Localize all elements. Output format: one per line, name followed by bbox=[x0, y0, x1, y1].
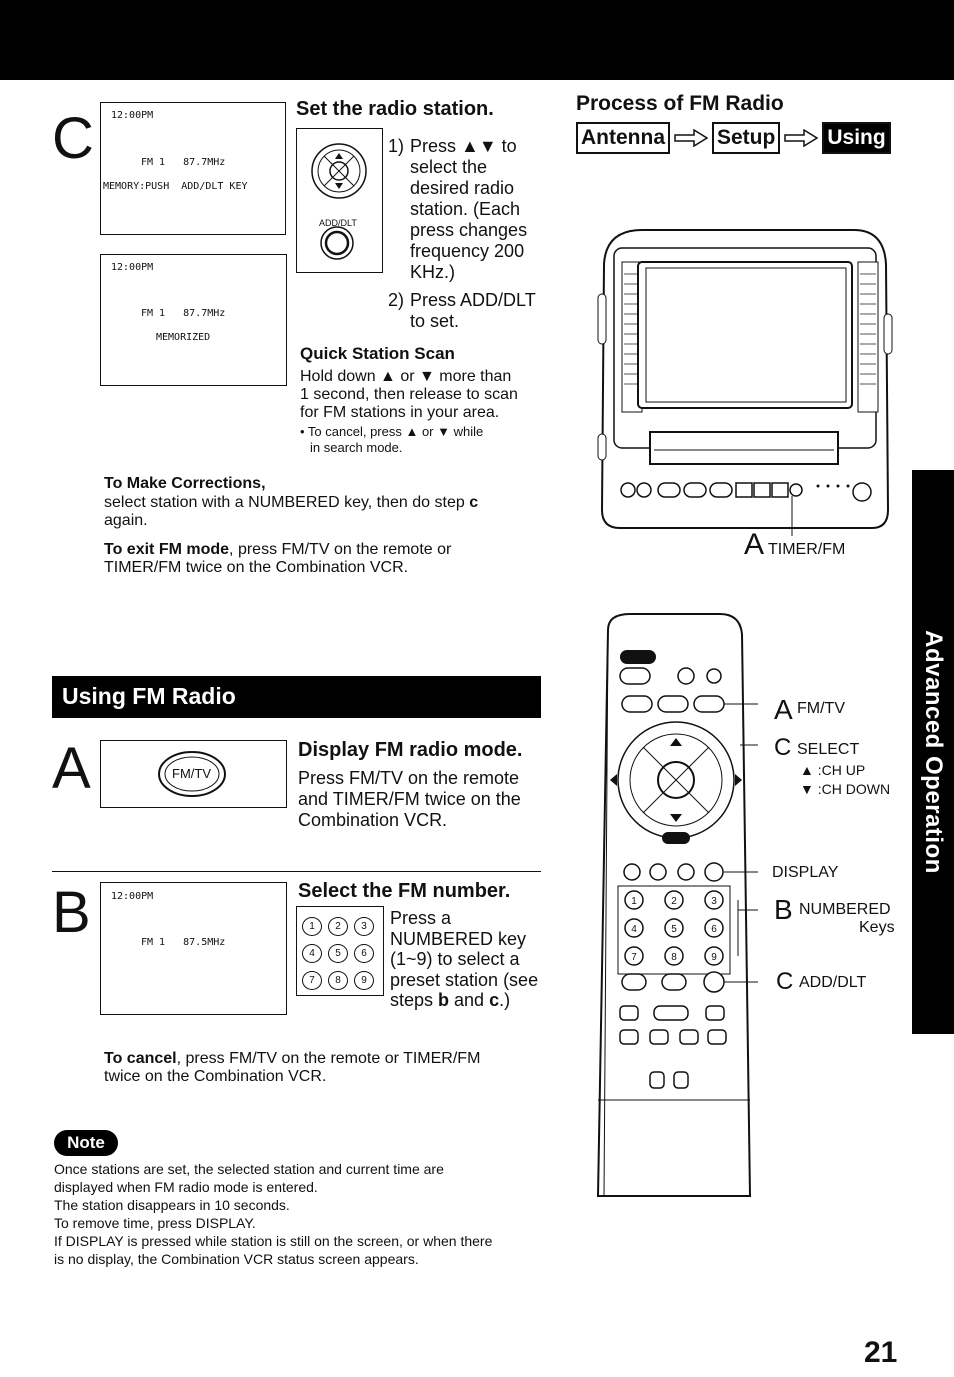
display-fm-text bbox=[298, 768, 548, 831]
timer-fm-letter: A bbox=[744, 528, 765, 561]
note-text bbox=[54, 1160, 554, 1268]
corrections-line: select station with a NUMBERED key, then do step bbox=[104, 494, 470, 511]
step-b-letter: B bbox=[52, 880, 91, 945]
svg-text:9: 9 bbox=[711, 952, 717, 963]
svg-text:5: 5 bbox=[671, 924, 677, 935]
svg-text:3: 3 bbox=[711, 896, 717, 907]
top-header-bar bbox=[0, 0, 954, 80]
lcd-message: MEMORY:PUSH ADD/DLT KEY bbox=[103, 181, 248, 192]
note-line: If DISPLAY is pressed while station is still on the screen, or when there bbox=[54, 1233, 493, 1249]
display-fm-line: and TIMER/FM twice on the bbox=[298, 789, 521, 809]
display-fm-line: Press FM/TV on the remote bbox=[298, 768, 520, 788]
step-c-letter: C bbox=[52, 106, 94, 171]
step1-line: select the bbox=[410, 157, 488, 177]
lcd-frequency: FM 1 87.7MHz bbox=[141, 308, 226, 319]
exit-fm-text bbox=[104, 541, 544, 577]
using-fm-radio-banner bbox=[52, 676, 541, 718]
svg-text:4: 4 bbox=[631, 924, 637, 935]
numbered-key: 2 bbox=[328, 917, 348, 936]
lcd-time: 12:00PM bbox=[111, 110, 154, 121]
numbered-key: 3 bbox=[354, 917, 374, 936]
lcd-screen-memory-push bbox=[100, 102, 286, 235]
remote-label-c-letter: C bbox=[774, 734, 792, 761]
lcd-screen-fm-number bbox=[100, 882, 287, 1015]
step1-line: desired radio bbox=[410, 178, 515, 198]
step1-line: frequency 200 bbox=[410, 241, 525, 261]
page-number: 21 bbox=[864, 1336, 898, 1369]
side-tab-label: Advanced Operation bbox=[920, 630, 947, 874]
process-title: Process of FM Radio bbox=[576, 92, 784, 115]
select-fm-line: Press a bbox=[390, 908, 452, 928]
process-step-using: Using bbox=[822, 122, 890, 154]
step-a-letter: A bbox=[52, 736, 91, 801]
lcd-time: 12:00PM bbox=[111, 262, 154, 273]
set-radio-heading: Set the radio station. bbox=[296, 98, 494, 120]
note-line: displayed when FM radio mode is entered. bbox=[54, 1179, 318, 1195]
fmtv-button-label: FM/TV bbox=[172, 766, 211, 781]
timer-fm-label: TIMER/FM bbox=[768, 541, 846, 558]
corrections-title: To Make Corrections, bbox=[104, 475, 266, 492]
select-fm-text bbox=[390, 908, 560, 1011]
step1-line: KHz.) bbox=[410, 262, 455, 282]
process-step-antenna: Antenna bbox=[576, 122, 670, 154]
corrections-text bbox=[104, 494, 544, 530]
step2-line: to set. bbox=[410, 311, 460, 331]
numbered-key: 7 bbox=[302, 971, 322, 990]
banner-title: Using FM Radio bbox=[62, 683, 236, 709]
note-line: The station disappears in 10 seconds. bbox=[54, 1197, 290, 1213]
select-fm-line: NUMBERED key bbox=[390, 928, 527, 949]
svg-text:7: 7 bbox=[631, 952, 637, 963]
numbered-key: 9 bbox=[354, 971, 374, 990]
remote-label-select: SELECT bbox=[797, 741, 860, 758]
remote-label-numbered: NUMBERED bbox=[799, 901, 891, 918]
quick-scan-note bbox=[300, 424, 550, 456]
note-line: is no display, the Combination VCR status screen appears. bbox=[54, 1251, 419, 1267]
button-illustration-panel bbox=[296, 128, 383, 273]
remote-label-b-letter: B bbox=[774, 894, 793, 925]
remote-label-ch-down: ▼ :CH DOWN bbox=[800, 781, 891, 797]
cancel-bold: To cancel bbox=[104, 1050, 177, 1067]
section-side-tab bbox=[912, 470, 954, 1034]
remote-label-a-letter: A bbox=[774, 694, 793, 725]
quick-scan-title: Quick Station Scan bbox=[300, 344, 455, 363]
select-fm-line: steps b and c.) bbox=[390, 990, 511, 1010]
numbered-key: 1 bbox=[302, 917, 322, 936]
process-step-setup: Setup bbox=[712, 122, 780, 154]
step1-text bbox=[410, 136, 560, 283]
exit-fm-bold: To exit FM mode bbox=[104, 541, 230, 558]
numbered-key: 5 bbox=[328, 944, 348, 963]
display-fm-line: Combination VCR. bbox=[298, 810, 448, 830]
svg-text:1: 1 bbox=[631, 896, 637, 907]
quick-scan-body bbox=[300, 368, 550, 422]
display-fm-heading: Display FM radio mode. bbox=[298, 739, 523, 761]
step2-text bbox=[410, 290, 560, 332]
exit-fm-line: TIMER/FM twice on the Combination VCR. bbox=[104, 559, 409, 576]
numbered-keys-grid bbox=[302, 917, 380, 990]
arrow-right-icon bbox=[784, 129, 818, 147]
quick-scan-line: 1 second, then release to scan bbox=[300, 386, 518, 403]
remote-label-fmtv: FM/TV bbox=[797, 700, 845, 717]
corrections-step-ref: c bbox=[469, 494, 479, 511]
fmtv-button-panel bbox=[100, 740, 287, 808]
section-divider bbox=[52, 871, 541, 872]
arrow-right-icon bbox=[674, 129, 708, 147]
svg-text:2: 2 bbox=[671, 896, 677, 907]
lcd-message: MEMORIZED bbox=[156, 332, 211, 343]
remote-label-add-dlt: ADD/DLT bbox=[799, 974, 867, 991]
lcd-time: 12:00PM bbox=[111, 891, 154, 902]
remote-label-keys: Keys bbox=[859, 919, 895, 936]
step1-line: Press ▲▼ to bbox=[410, 136, 517, 156]
remote-label-display: DISPLAY bbox=[772, 864, 839, 881]
cancel-line: , press FM/TV on the remote or TIMER/FM bbox=[176, 1050, 481, 1067]
tv-vcr-combination-illustration bbox=[592, 224, 902, 536]
numbered-key: 6 bbox=[354, 944, 374, 963]
step1-number: 1) bbox=[388, 136, 405, 156]
numbered-key: 8 bbox=[328, 971, 348, 990]
select-fm-heading: Select the FM number. bbox=[298, 880, 511, 902]
note-line: Once stations are set, the selected station and current time are bbox=[54, 1161, 444, 1177]
lcd-frequency: FM 1 87.7MHz bbox=[141, 157, 226, 168]
exit-fm-line: , press FM/TV on the remote or bbox=[229, 541, 452, 558]
step1-line: station. (Each bbox=[410, 199, 521, 219]
step2-line: Press ADD/DLT bbox=[410, 290, 536, 310]
cancel-line: twice on the Combination VCR. bbox=[104, 1068, 327, 1085]
lcd-frequency: FM 1 87.5MHz bbox=[141, 937, 226, 948]
step2-number: 2) bbox=[388, 290, 405, 310]
note-line: To remove time, press DISPLAY. bbox=[54, 1215, 256, 1231]
select-fm-line: (1~9) to select a bbox=[390, 949, 520, 969]
remote-control-illustration bbox=[590, 610, 760, 1205]
remote-label-ch-up: ▲ :CH UP bbox=[800, 762, 866, 778]
remote-label-c2-letter: C bbox=[776, 968, 794, 995]
quick-scan-note-line: • To cancel, press ▲ or ▼ while bbox=[300, 424, 484, 439]
process-flow bbox=[576, 122, 891, 154]
lcd-screen-memorized bbox=[100, 254, 287, 386]
note-badge: Note bbox=[54, 1130, 118, 1156]
svg-text:6: 6 bbox=[711, 924, 717, 935]
svg-text:8: 8 bbox=[671, 952, 677, 963]
numbered-key: 4 bbox=[302, 944, 322, 963]
select-fm-line: preset station (see bbox=[390, 969, 539, 990]
quick-scan-note-line: in search mode. bbox=[310, 440, 403, 455]
corrections-line: again. bbox=[104, 512, 148, 529]
quick-scan-line: for FM stations in your area. bbox=[300, 404, 500, 421]
quick-scan-line: Hold down ▲ or ▼ more than bbox=[300, 368, 512, 385]
add-dlt-button-icon bbox=[297, 129, 382, 272]
cancel-text bbox=[104, 1050, 544, 1086]
add-dlt-label: ADD/DLT bbox=[319, 218, 357, 228]
numbered-keys-panel bbox=[296, 906, 384, 996]
step1-line: press changes bbox=[410, 220, 528, 240]
